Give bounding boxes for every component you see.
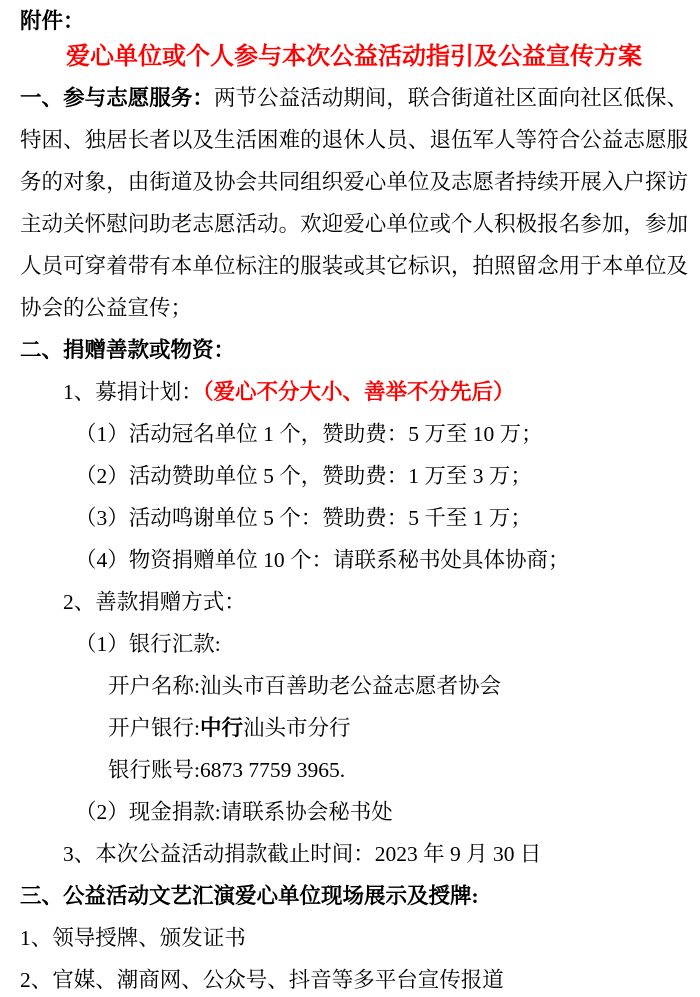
section3-item: 2、官媒、潮商网、公众号、抖音等多平台宣传报道 (20, 968, 504, 992)
section1-line: 人员可穿着带有本单位标注的服装或其它标识，拍照留念用于本单位及 (20, 254, 688, 278)
sponsor-item: （3）活动鸣谢单位 5 个：赞助费：5 千至 1 万； (75, 506, 532, 530)
attachment-label: 附件： (20, 9, 85, 33)
bank-account-number: 银行账号:6873 7759 3965. (108, 758, 346, 782)
sponsor-item: （4）物资捐赠单位 10 个：请联系秘书处具体协商； (75, 548, 570, 572)
bank-name-prefix: 开户银行: (108, 716, 200, 740)
bank-name-rest: 汕头市分行 (243, 716, 351, 740)
sponsor-item: （2）活动赞助单位 5 个，赞助费：1 万至 3 万； (75, 464, 532, 488)
section1-line (20, 77, 688, 119)
section1-line: 协会的公益宣传； (20, 296, 193, 320)
section1-line: 主动关怀慰问助老志愿活动。欢迎爱心单位或个人积极报名参加，参加 (20, 212, 688, 236)
section2-heading: 二、捐赠善款或物资： (20, 338, 236, 362)
section1-heading: 一、参与志愿服务： (20, 86, 214, 110)
fundraising-plan-item (20, 371, 688, 413)
fundraising-plan-note: （爱心不分大小、善举不分先后） (202, 380, 515, 404)
section1-line: 特困、独居长者以及生活困难的退休人员、退伍军人等符合公益志愿服 (20, 128, 688, 152)
bank-name-emphasis: 中行 (199, 716, 243, 740)
sponsor-item: （1）活动冠名单位 1 个，赞助费：5 万至 10 万； (75, 422, 543, 446)
bank-transfer-label: （1）银行汇款: (75, 632, 221, 656)
section1-text: 两节公益活动期间，联合街道社区面向社区低保、 (213, 86, 688, 110)
bank-name-line (20, 707, 688, 749)
cash-donation-item: （2）现金捐款:请联系协会秘书处 (75, 800, 393, 824)
section3-heading: 三、公益活动文艺汇演爱心单位现场展示及授牌: (20, 884, 479, 908)
fundraising-plan-label: 1、募捐计划： (63, 380, 203, 404)
donation-deadline: 3、本次公益活动捐款截止时间：2023 年 9 月 30 日 (63, 842, 542, 866)
section1-line: 务的对象，由街道及协会共同组织爱心单位及志愿者持续开展入户探访 (20, 170, 688, 194)
bank-account-name: 开户名称:汕头市百善助老公益志愿者协会 (108, 674, 501, 698)
donation-method-label: 2、善款捐赠方式： (63, 590, 246, 614)
section3-item: 1、领导授牌、颁发证书 (20, 926, 246, 950)
page-title: 爱心单位或个人参与本次公益活动指引及公益宣传方案 (66, 44, 642, 70)
